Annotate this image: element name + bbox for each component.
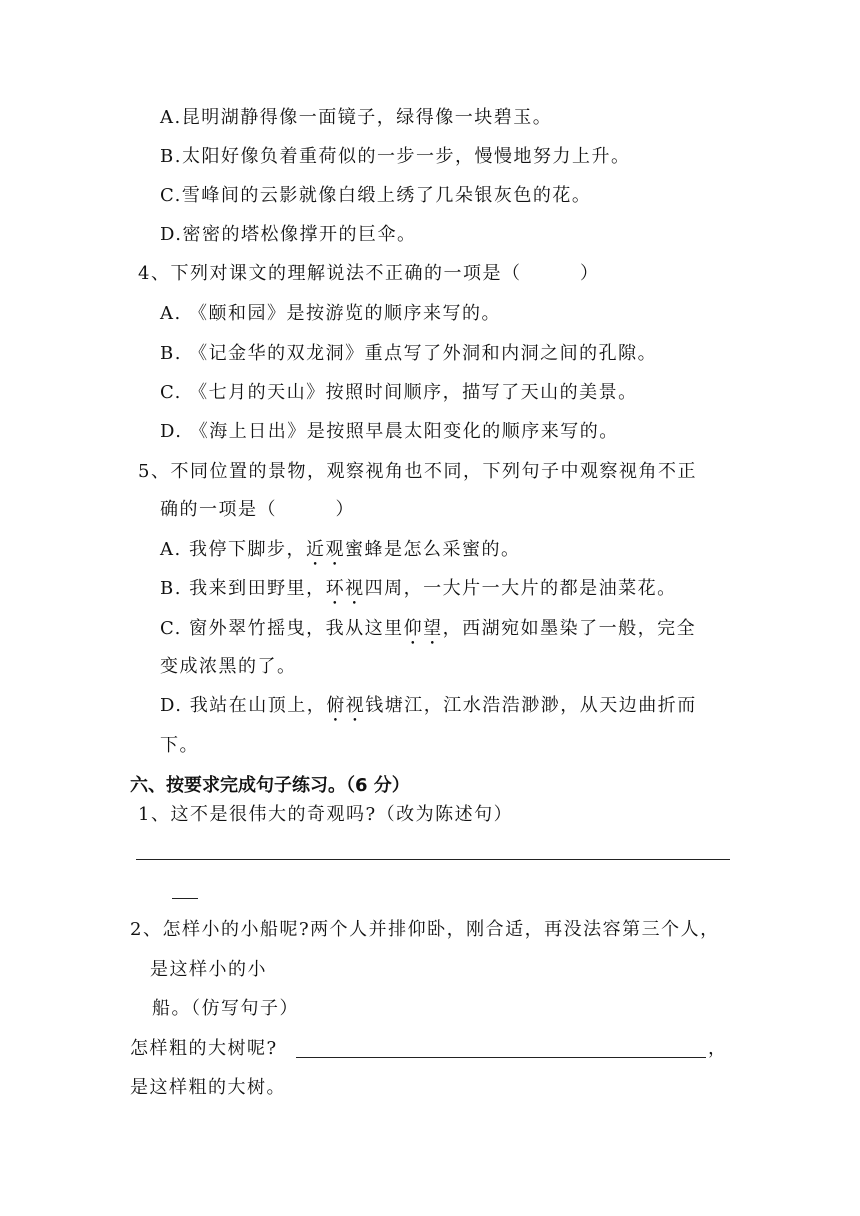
fill-suffix: ，	[708, 1038, 728, 1059]
fill-prefix: 怎样粗的大树呢?	[130, 1038, 278, 1059]
q5-option-d-line2: 下。	[160, 735, 199, 756]
q5-c-text-pre: C. 窗外翠竹摇曳，我从这里	[160, 618, 404, 639]
q5-stem-line1: 5、不同位置的景物，观察视角也不同，下列句子中观察视角不正	[138, 461, 697, 482]
q5-option-d	[160, 694, 697, 726]
q4-option-d: D. 《海上日出》是按照早晨太阳变化的顺序来写的。	[160, 421, 619, 442]
q5-option-c	[160, 617, 696, 649]
q5-c-emphasis: 仰望	[403, 618, 443, 639]
q5-a-text-post: 蜜蜂是怎么采蜜的。	[344, 539, 521, 560]
q5-d-text-pre: D. 我站在山顶上，	[160, 695, 327, 716]
section6-item2-line2: 是这样小的小	[150, 959, 267, 980]
q5-b-emphasis: 环视	[325, 578, 365, 599]
q5-a-emphasis: 近观	[305, 539, 345, 560]
q3-option-a: A.昆明湖静得像一面镜子，绿得像一块碧玉。	[160, 107, 553, 128]
q5-b-text-pre: B. 我来到田野里，	[160, 578, 326, 599]
q4-option-b: B. 《记金华的双龙洞》重点写了外洞和内洞之间的孔隙。	[160, 343, 658, 364]
q5-option-b	[160, 577, 677, 609]
q5-b-text-post: 四周，一大片一大片的都是油菜花。	[364, 578, 677, 599]
answer-line-1-continuation[interactable]	[172, 898, 198, 899]
answer-line-1[interactable]	[136, 859, 730, 860]
q3-option-c: C.雪峰间的云影就像白缎上绣了几朵银灰色的花。	[160, 185, 592, 206]
answer-line-2[interactable]	[296, 1057, 706, 1058]
q5-d-emphasis: 俯视	[326, 695, 366, 716]
q4-option-c: C. 《七月的天山》按照时间顺序，描写了天山的美景。	[160, 382, 638, 403]
section6-item2-line1: 2、怎样小的小船呢?两个人并排仰卧，刚合适，再没法容第三个人，	[130, 919, 720, 940]
q4-option-a: A. 《颐和园》是按游览的顺序来写的。	[160, 303, 501, 324]
q5-option-c-line2: 变成浓黑的了。	[160, 656, 297, 677]
section6-heading: 六、按要求完成句子练习。（6 分）	[130, 775, 410, 796]
q4-stem: 4、下列对课文的理解说法不正确的一项是（ ）	[138, 263, 600, 284]
q3-option-b: B.太阳好像负着重荷似的一步一步，慢慢地努力上升。	[160, 146, 631, 167]
q5-a-text-pre: A. 我停下脚步，	[160, 539, 306, 560]
q5-stem-line2: 确的一项是（ ）	[160, 499, 355, 520]
q5-c-text-post: ，西湖宛如墨染了一般，完全	[442, 618, 697, 639]
q5-option-a	[160, 538, 520, 570]
q5-d-text-post: 钱塘江，江水浩浩渺渺，从天边曲折而	[365, 695, 697, 716]
q3-option-d: D.密密的塔松像撑开的巨伞。	[160, 224, 417, 245]
section6-item2-line3: 船。（仿写句子）	[152, 998, 299, 1019]
section6-item1: 1、这不是很伟大的奇观吗?（改为陈述句）	[138, 804, 514, 825]
fill-end: 是这样粗的大树。	[130, 1077, 286, 1098]
